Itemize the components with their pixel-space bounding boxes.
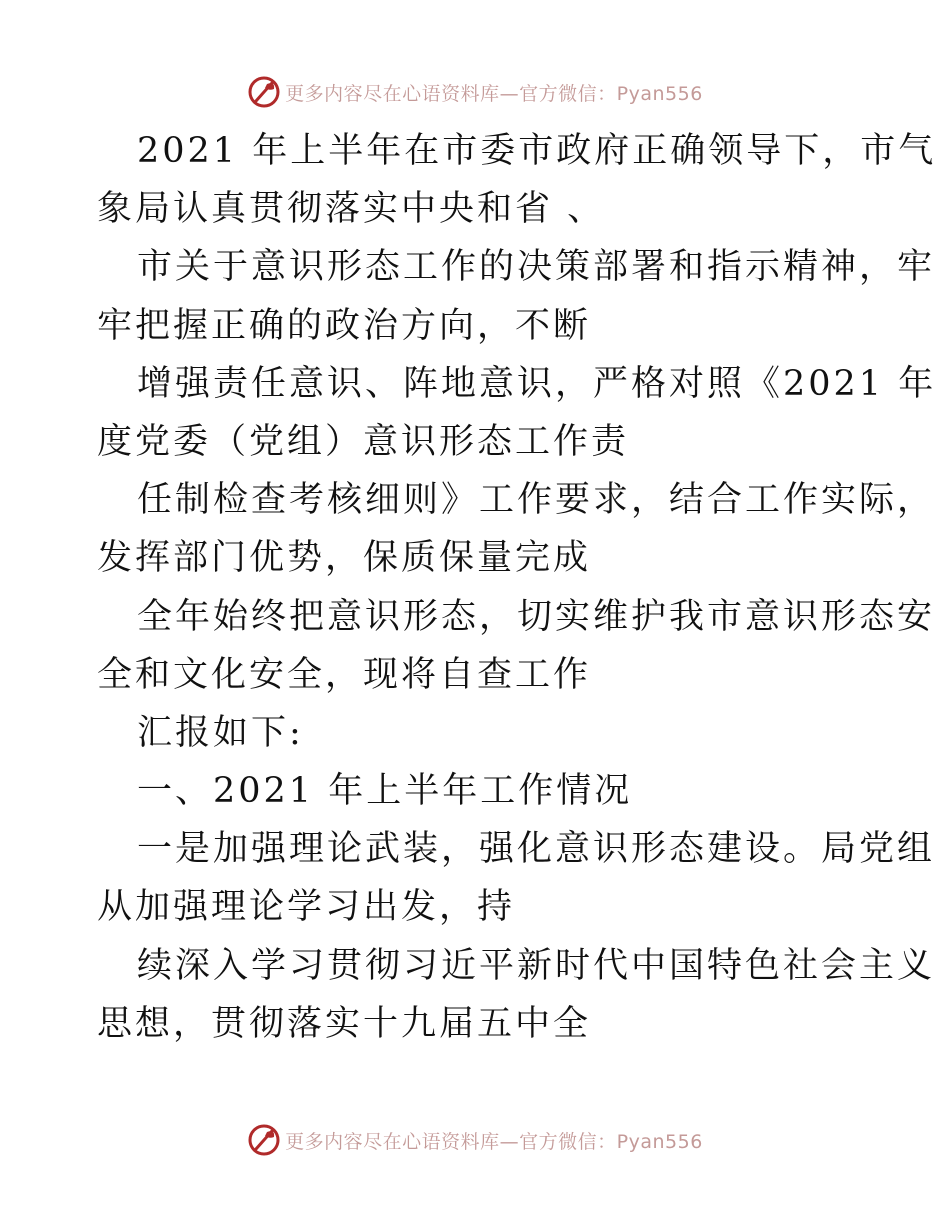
text-line: 发挥部门优势，保质保量完成 — [97, 538, 592, 579]
text-line: 一是加强理论武装，强化意识形态建设。局党组 — [137, 829, 936, 870]
text-line: 全和文化安全，现将自查工作 — [97, 654, 592, 695]
text-line: 象局认真贯彻落实中央和省 、 — [97, 189, 606, 230]
text-line: 续深入学习贯彻习近平新时代中国特色社会主义 — [137, 945, 936, 986]
header-watermark — [0, 72, 950, 112]
quill-seal-icon — [247, 1123, 281, 1157]
watermark-text: 更多内容尽在心语资料库—官方微信：Pyan556 — [285, 1130, 703, 1153]
text-line: 从加强理论学习出发，持 — [97, 887, 516, 928]
text-line: 一、2021 年上半年工作情况 — [137, 771, 633, 812]
text-line: 2021 年上半年在市委市政府正确领导下，市气 — [137, 131, 937, 171]
text-line: 增强责任意识、阵地意识，严格对照《2021 年 — [137, 363, 937, 404]
text-line: 牢把握正确的政治方向，不断 — [97, 305, 592, 346]
document-body — [97, 122, 937, 1053]
footer-watermark — [0, 1120, 950, 1160]
watermark-text: 更多内容尽在心语资料库—官方微信：Pyan556 — [285, 82, 703, 105]
text-line: 汇报如下: — [137, 712, 304, 753]
quill-seal-icon — [247, 75, 281, 109]
text-line: 任制检查考核细则》工作要求，结合工作实际， — [137, 480, 936, 521]
text-line: 全年始终把意识形态，切实维护我市意识形态安 — [137, 596, 936, 637]
text-line: 市关于意识形态工作的决策部署和指示精神，牢 — [137, 247, 936, 288]
text-line: 度党委（党组）意识形态工作责 — [97, 421, 630, 462]
text-line: 思想，贯彻落实十九届五中全 — [97, 1003, 592, 1044]
